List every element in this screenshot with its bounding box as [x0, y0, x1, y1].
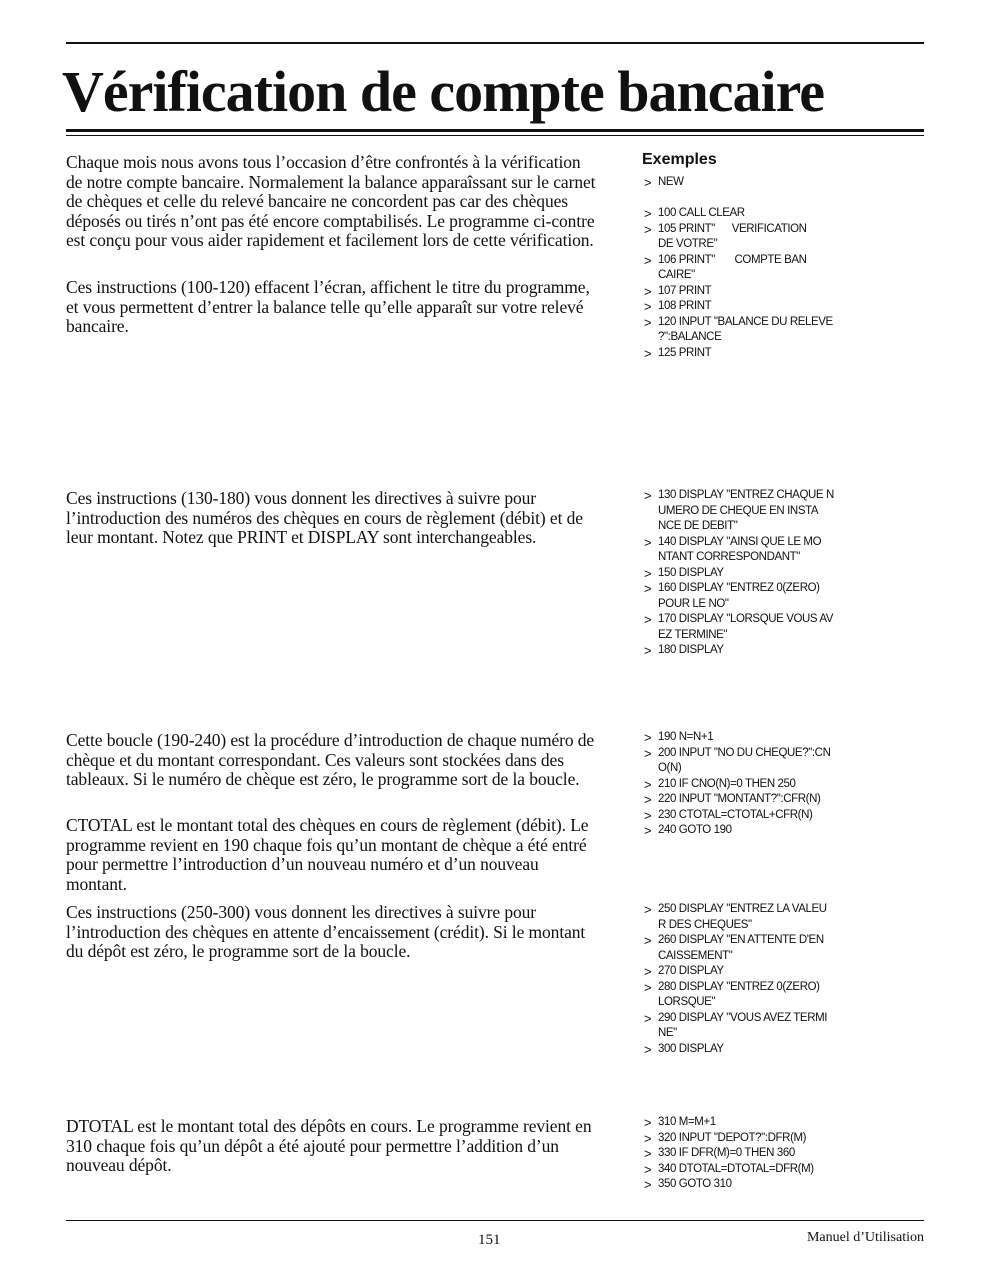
paragraph-130-180: Ces instructions (130-180) vous donnent les directives à suivre pour l’introduction des numéros des chèques en cours de règlement (débit) et de leur montant. Notez que PRINT et DISPLAY sont interchangeables. [66, 488, 583, 548]
code-block-100-125 [644, 206, 833, 361]
code-text: 106 PRINT" COMPTE BAN [658, 253, 807, 266]
code-text: 320 INPUT "DEPOT?":DFR(M) [658, 1131, 807, 1144]
code-line [644, 535, 824, 551]
code-text: 150 DISPLAY [658, 566, 724, 579]
prompt-symbol: > [644, 1115, 652, 1130]
code-text: 250 DISPLAY "ENTREZ LA VALEU [658, 903, 827, 915]
page-title: Vérification de compte bancaire [62, 59, 825, 124]
code-text: DE VOTRE" [658, 238, 718, 250]
prompt-symbol: > [644, 643, 652, 658]
prompt-symbol: > [644, 776, 652, 792]
code-text: 270 DISPLAY [658, 965, 724, 977]
code-text: CAISSEMENT" [658, 949, 733, 962]
code-line [644, 1162, 824, 1178]
code-block-190-240 [644, 730, 831, 839]
footer-rule [66, 1220, 924, 1221]
code-line [644, 823, 824, 839]
manual-name: Manuel d’Utilisation [806, 1230, 924, 1245]
code-line [644, 222, 824, 238]
prompt-symbol: > [644, 792, 652, 807]
code-text: 220 INPUT "MONTANT?":CFR(N) [658, 793, 821, 805]
code-line [644, 933, 824, 949]
code-text: 105 PRINT" VERIFICATION [658, 222, 807, 235]
prompt-symbol: > [644, 612, 652, 627]
code-text: 210 IF CNO(N)=0 THEN 250 [658, 777, 796, 790]
code-block-310-350 [644, 1115, 824, 1193]
code-text: CAIRE" [658, 269, 695, 281]
code-line [644, 1115, 824, 1131]
code-text: 140 DISPLAY "AINSI QUE LE MO [658, 535, 822, 548]
code-text: 200 INPUT "NO DU CHEQUE?":CN [658, 746, 831, 759]
title-underline-thick [66, 129, 924, 132]
prompt-symbol: > [644, 902, 652, 917]
prompt-symbol: > [644, 933, 652, 948]
code-text: POUR LE NO" [658, 597, 729, 610]
paragraph-100-120: Ces instructions (100-120) effacent l’écran, affichent le titre du programme, et vous permettent d’entrer la balance telle qu’elle apparaît sur votre relevé bancaire. [66, 277, 590, 337]
code-line [644, 346, 824, 362]
code-line [644, 206, 824, 222]
code-line [644, 949, 824, 965]
paragraph-190-240: Cette boucle (190-240) est la procédure d’introduction de chaque numéro de chèque et du montant correspondant. Ces valeurs sont stockées dans des tableaux. Si le numéro de chèque est zéro, le programme sort de la boucle. [66, 730, 595, 790]
prompt-symbol: > [644, 299, 652, 314]
code-block-130-180 [644, 488, 834, 659]
code-line [644, 1146, 824, 1162]
code-line [644, 643, 824, 659]
code-line [644, 980, 824, 996]
code-line [644, 504, 824, 520]
code-text: NCE DE DEBIT" [658, 520, 738, 532]
code-text: 120 INPUT "BALANCE DU RELEVE [658, 315, 833, 328]
code-text: R DES CHEQUES" [658, 918, 752, 931]
code-line [644, 253, 824, 269]
code-text: NE" [658, 1027, 677, 1039]
code-line [644, 519, 824, 535]
prompt-symbol: > [644, 175, 652, 190]
prompt-symbol: > [644, 345, 652, 361]
code-text: 310 M=M+1 [658, 1116, 716, 1128]
code-line [644, 1010, 828, 1027]
code-line [644, 612, 834, 628]
prompt-symbol: > [644, 1010, 652, 1026]
prompt-symbol: > [644, 807, 652, 823]
code-text: 280 DISPLAY "ENTREZ 0(ZERO) [658, 980, 820, 993]
prompt-symbol: > [644, 964, 652, 979]
code-line [644, 628, 824, 644]
code-line [644, 1042, 824, 1058]
code-text: 107 PRINT [658, 284, 712, 297]
code-line [644, 964, 824, 980]
title-underline-thin [66, 135, 924, 136]
prompt-symbol: > [644, 1177, 652, 1192]
code-text: 108 PRINT [658, 300, 712, 312]
prompt-symbol: > [644, 745, 652, 761]
code-text: 180 DISPLAY [658, 644, 724, 656]
code-text: 260 DISPLAY "EN ATTENTE D'EN [658, 934, 824, 946]
code-line [644, 995, 824, 1011]
code-text: 100 CALL CLEAR [658, 207, 745, 219]
code-text: NEW [658, 176, 684, 188]
code-line [644, 330, 824, 346]
code-line [644, 730, 824, 746]
code-line [644, 175, 824, 191]
code-text: 240 GOTO 190 [658, 824, 732, 836]
code-text: 190 N=N+1 [658, 731, 714, 743]
prompt-symbol: > [644, 730, 652, 745]
code-text: 290 DISPLAY "VOUS AVEZ TERMI [658, 1011, 828, 1024]
paragraph-dtotal: DTOTAL est le montant total des dépôts en cours. Le programme revient en 310 chaque fois qu’un dépôt a été ajouté pour permettre l’addition d’un nouveau dépôt. [66, 1116, 592, 1176]
code-text: O(N) [658, 762, 682, 774]
code-line [644, 488, 834, 504]
code-line [644, 566, 824, 582]
code-text: NTANT CORRESPONDANT" [658, 551, 800, 563]
prompt-symbol: > [644, 565, 652, 581]
code-line [644, 745, 831, 762]
paragraph-ctotal: CTOTAL est le montant total des chèques en cours de règlement (débit). Le programme revient en 190 chaque fois qu’un montant de chèque a été entré pour permettre l’introduction d’un nouveau numéro et d’un nouveau montant. [66, 815, 589, 894]
code-text: 160 DISPLAY "ENTREZ 0(ZERO) [658, 582, 820, 594]
code-line [644, 581, 824, 597]
code-line [644, 1131, 824, 1147]
prompt-symbol: > [644, 314, 652, 330]
code-text: ?":BALANCE [658, 331, 722, 343]
prompt-symbol: > [644, 1146, 652, 1161]
prompt-symbol: > [644, 581, 652, 596]
paragraph-intro: Chaque mois nous avons tous l’occasion d’être confrontés à la vérification de notre compte bancaire. Normalement la balance apparaîssant sur le carnet de chèques et celle du relevé bancaire ne concordent pas car des chèques déposés ou tirés n’ont pas été encore comptabilisés. Le programme ci-contre est conçu pour vous aider rapidement et facilement lors de cette vérification. [66, 152, 596, 251]
code-line [644, 314, 833, 331]
code-text: 350 GOTO 310 [658, 1178, 732, 1190]
code-text: 130 DISPLAY "ENTREZ CHAQUE N [658, 489, 834, 501]
prompt-symbol: > [644, 979, 652, 995]
top-rule [66, 42, 924, 44]
code-text: 340 DTOTAL=DTOTAL=DFR(M) [658, 1162, 814, 1175]
code-text: EZ TERMINE" [658, 628, 728, 641]
prompt-symbol: > [644, 534, 652, 550]
code-line [644, 299, 824, 315]
prompt-symbol: > [644, 1130, 652, 1146]
page-number: 151 [478, 1232, 501, 1248]
prompt-symbol: > [644, 206, 652, 221]
prompt-symbol: > [644, 1161, 652, 1177]
code-text: 330 IF DFR(M)=0 THEN 360 [658, 1147, 795, 1159]
code-line [644, 918, 824, 934]
code-line [644, 237, 824, 253]
code-text: UMERO DE CHEQUE EN INSTA [658, 504, 819, 517]
prompt-symbol: > [644, 1041, 652, 1057]
paragraph-250-300: Ces instructions (250-300) vous donnent les directives à suivre pour l’introduction des chèques en attente d’encaissement (crédit). Si le montant du dépôt est zéro, le programme sort de la boucle. [66, 902, 586, 962]
prompt-symbol: > [644, 221, 652, 237]
prompt-symbol: > [644, 823, 652, 838]
code-block-new [644, 175, 824, 191]
code-line [644, 1177, 824, 1193]
code-line [644, 268, 824, 284]
code-line [644, 550, 824, 566]
code-text: 300 DISPLAY [658, 1042, 724, 1055]
prompt-symbol: > [644, 283, 652, 299]
code-text: 125 PRINT [658, 346, 712, 359]
code-line [644, 777, 824, 793]
code-line [644, 761, 824, 777]
prompt-symbol: > [644, 488, 652, 503]
code-line [644, 902, 827, 918]
code-line [644, 808, 824, 824]
code-line [644, 1026, 824, 1042]
examples-heading: Exemples [642, 151, 717, 168]
prompt-symbol: > [644, 252, 652, 268]
code-text: 170 DISPLAY "LORSQUE VOUS AV [658, 613, 834, 625]
code-text: 230 CTOTAL=CTOTAL+CFR(N) [658, 808, 813, 821]
code-line [644, 792, 824, 808]
code-line [644, 284, 824, 300]
code-line [644, 597, 824, 613]
code-block-250-300 [644, 902, 828, 1057]
code-text: LORSQUE" [658, 996, 716, 1008]
